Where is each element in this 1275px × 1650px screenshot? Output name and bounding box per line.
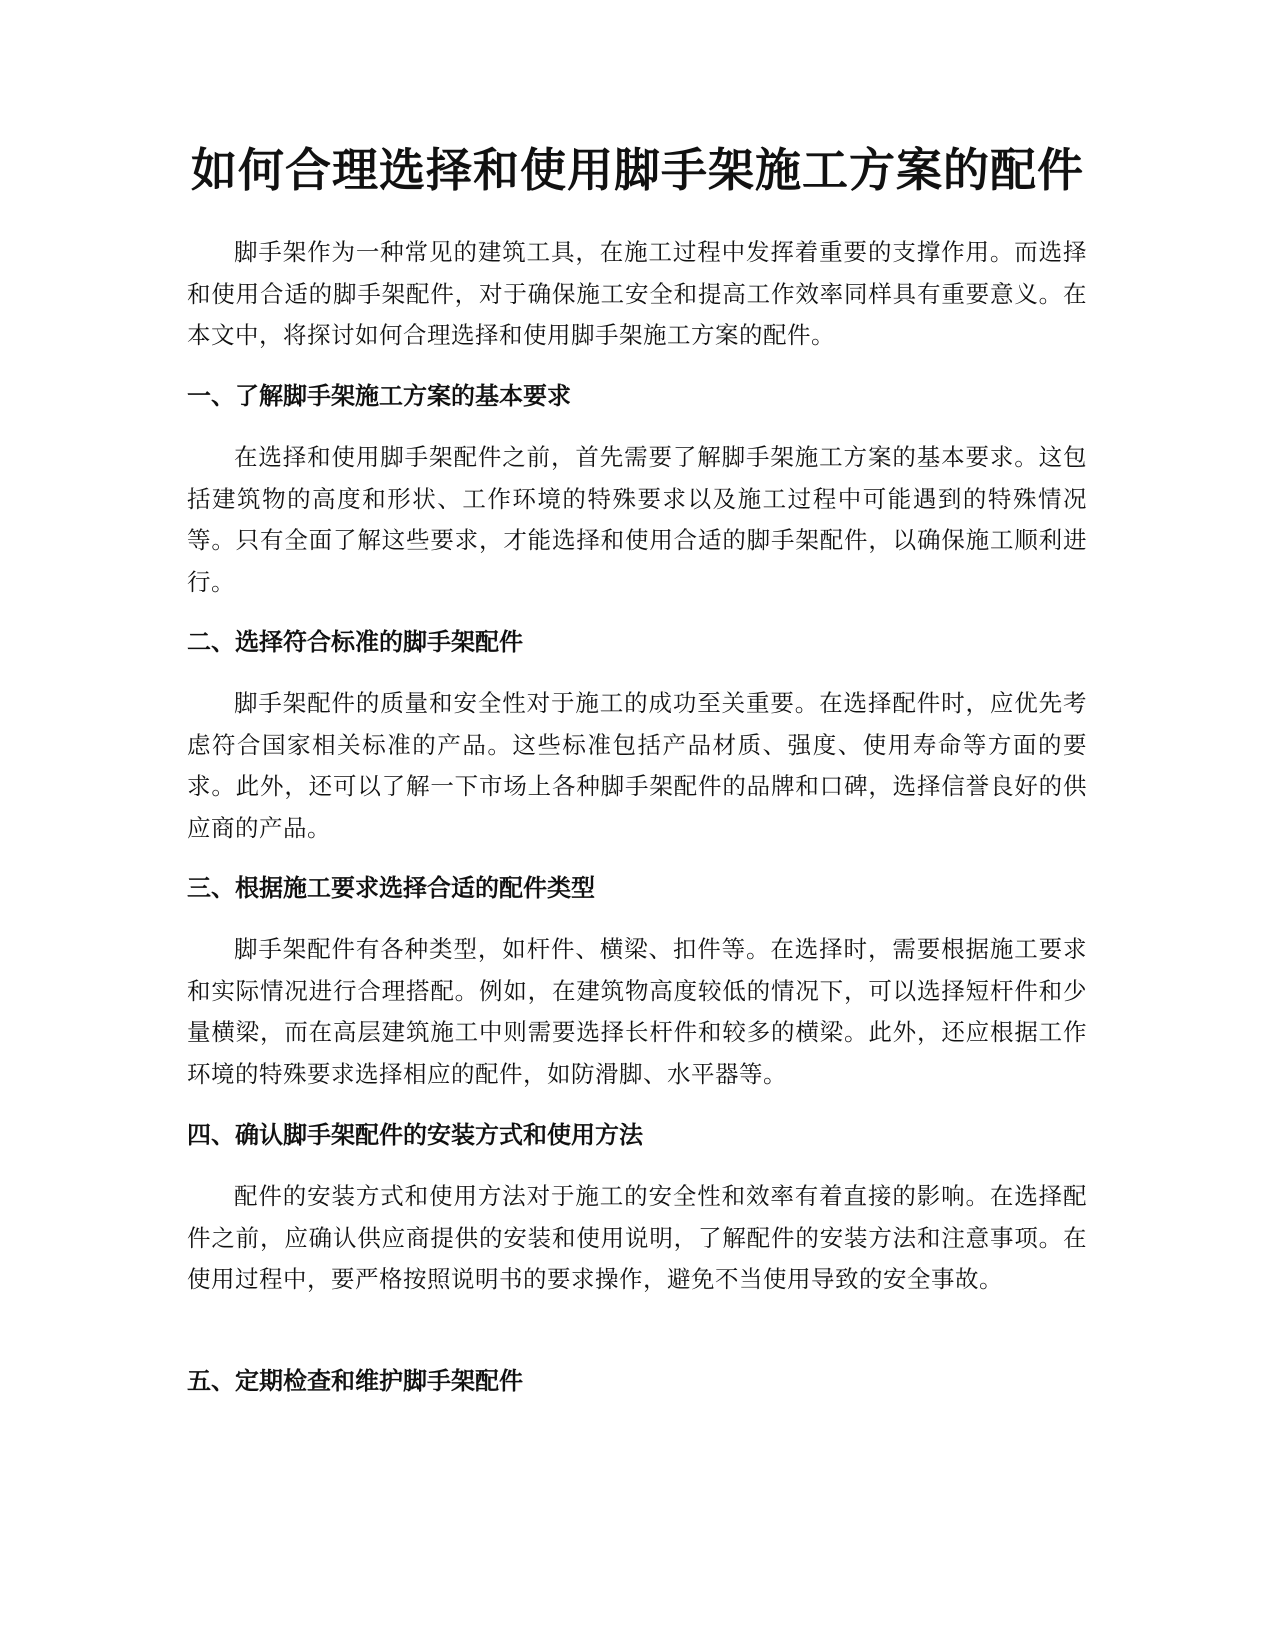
section-heading-3: 三、根据施工要求选择合适的配件类型 [187, 874, 595, 902]
page-title: 如何合理选择和使用脚手架施工方案的配件 [191, 143, 1084, 197]
section-heading-2: 二、选择符合标准的脚手架配件 [187, 628, 523, 656]
section-body-4: 配件的安装方式和使用方法对于施工的安全性和效率有着直接的影响。在选择配件之前，应确认供应商提供的安装和使用说明，了解配件的安装方法和注意事项。在使用过程中，要严格按照说明书的要求操作，避免不当使用导致的安全事故。 [187, 1182, 1087, 1293]
section-heading-1: 一、了解脚手架施工方案的基本要求 [187, 382, 571, 410]
section-heading-4: 四、确认脚手架配件的安装方式和使用方法 [187, 1121, 643, 1149]
intro-paragraph: 脚手架作为一种常见的建筑工具，在施工过程中发挥着重要的支撑作用。而选择和使用合适的脚手架配件，对于确保施工安全和提高工作效率同样具有重要意义。在本文中，将探讨如何合理选择和使用脚手架施工方案的配件。 [187, 238, 1087, 349]
section-body-2: 脚手架配件的质量和安全性对于施工的成功至关重要。在选择配件时，应优先考虑符合国家相关标准的产品。这些标准包括产品材质、强度、使用寿命等方面的要求。此外，还可以了解一下市场上各种脚手架配件的品牌和口碑，选择信誉良好的供应商的产品。 [187, 689, 1087, 842]
section-heading-5: 五、定期检查和维护脚手架配件 [187, 1367, 523, 1395]
section-body-1: 在选择和使用脚手架配件之前，首先需要了解脚手架施工方案的基本要求。这包括建筑物的高度和形状、工作环境的特殊要求以及施工过程中可能遇到的特殊情况等。只有全面了解这些要求，才能选择和使用合适的脚手架配件，以确保施工顺利进行。 [187, 443, 1087, 596]
section-body-3: 脚手架配件有各种类型，如杆件、横梁、扣件等。在选择时，需要根据施工要求和实际情况进行合理搭配。例如，在建筑物高度较低的情况下，可以选择短杆件和少量横梁，而在高层建筑施工中则需要选择长杆件和较多的横梁。此外，还应根据工作环境的特殊要求选择相应的配件，如防滑脚、水平器等。 [187, 935, 1087, 1088]
